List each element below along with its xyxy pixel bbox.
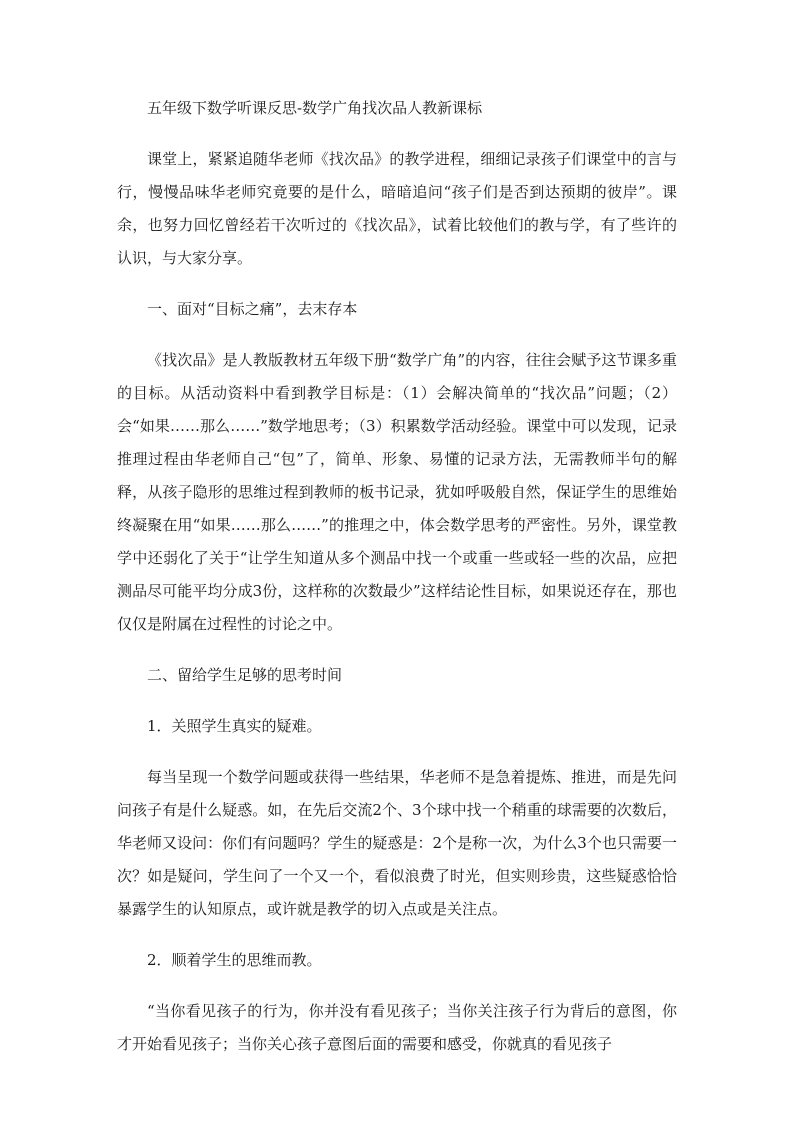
paragraph-intro: 课堂上，紧紧追随华老师《找次品》的教学进程，细细记录孩子们课堂中的言与行，慢慢品味华老师究竟要的是什么，暗暗追问“孩子们是否到达预期的彼岸”。课余，也努力回忆曾经若干次听过的《找次品》，试着比较他们的教与学，有了些许的认识，与大家分享。 <box>117 150 677 267</box>
section-heading-1: 一、面对“目标之痛”，去末存本 <box>147 300 358 318</box>
document-title: 五年级下数学听课反思-数学广角找次品人教新课标 <box>147 99 483 117</box>
subsection-heading-1: 1．关照学生真实的疑难。 <box>147 717 322 735</box>
document-body <box>117 92 677 1079</box>
section-heading-2: 二、留给学生足够的思考时间 <box>147 666 343 684</box>
paragraph-quote: “当你看见孩子的行为，你并没有看见孩子；当你关注孩子行为背后的意图，你才开始看见孩子；当你关心孩子意图后面的需要和感受，你就真的看见孩子 <box>117 1002 677 1053</box>
paragraph-questions: 每当呈现一个数学问题或获得一些结果，华老师不是急着提炼、推进，而是先问问孩子有是什么疑惑。如，在先后交流2个、3个球中找一个稍重的球需要的次数后，华老师又设问：你们有问题吗？学生的疑惑是：2个是称一次，为什么3个也只需要一次？如是疑问，学生问了一个又一个，看似浪费了时光，但实则珍贵，这些疑惑恰恰暴露学生的认知原点，或许就是教学的切入点或是关注点。 <box>117 768 677 918</box>
subsection-heading-2: 2．顺着学生的思维而教。 <box>147 951 322 969</box>
paragraph-goals: 《找次品》是人教版教材五年级下册“数学广角”的内容，往往会赋予这节课多重的目标。从活动资料中看到教学目标是：（1）会解决简单的“找次品”问题；（2）会“如果……那么……”数学地思考；（3）积累数学活动经验。课堂中可以发现，记录推理过程由华老师自己“包”了，简单、形象、易懂的记录方法，无需教师半句的解释，从孩子隐形的思维过程到教师的板书记录，犹如呼吸般自然，保证学生的思维始终凝聚在用“如果……那么……”的推理之中，体会数学思考的严密性。另外，课堂教学中还弱化了关于“让学生知道从多个测品中找一个或重一些或轻一些的次品，应把测品尽可能平均分成3份，这样称的次数最少”这样结论性目标，如果说还存在，那也仅仅是附属在过程性的讨论之中。 <box>117 351 677 633</box>
